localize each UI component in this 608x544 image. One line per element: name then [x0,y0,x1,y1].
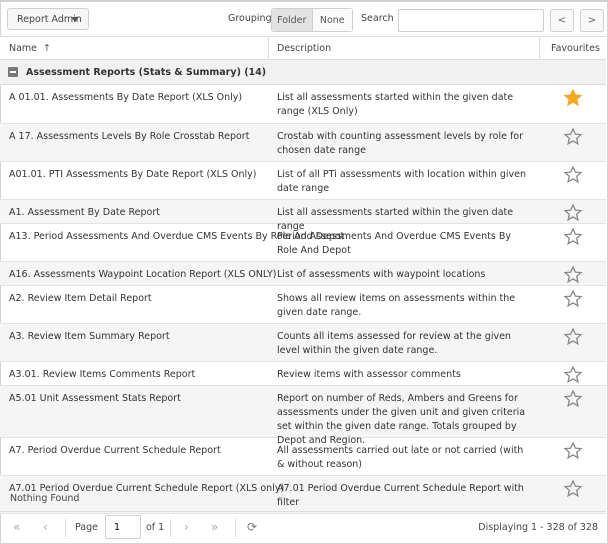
nothing-found-text: Nothing Found [10,493,80,504]
displaying-count: Displaying 1 - 328 of 328 [478,522,598,533]
chevron-down-icon [71,17,79,22]
refresh-icon[interactable]: ⟳ [247,520,258,534]
favourite-star-icon[interactable] [563,327,583,347]
pager-divider [235,519,236,537]
report-admin-label: Report Admin [17,13,82,25]
column-header-favourites[interactable] [551,37,601,59]
column-resize-handle[interactable] [539,37,540,59]
column-name-label: Name [9,42,38,54]
table-row[interactable] [0,85,606,124]
favourite-star-icon[interactable] [563,389,583,409]
first-page-icon[interactable]: « [13,520,21,534]
column-description-label: Description [277,42,332,54]
table-row[interactable] [0,386,606,446]
collapse-icon[interactable] [8,67,18,77]
search-label: Search [361,13,394,24]
table-row[interactable] [0,438,606,476]
favourite-star-icon[interactable] [563,88,583,108]
report-description: All assessments carried out late or not carried (with & without reason) [277,445,524,470]
report-name[interactable]: A 17. Assessments Levels By Role Crosstab Report [9,131,250,142]
page-number-input[interactable] [105,515,141,539]
table-row[interactable] [0,262,606,286]
report-name[interactable]: A3.01. Review Items Comments Report [9,369,196,380]
search-prev-button[interactable]: < [550,9,574,32]
last-page-icon[interactable]: » [211,520,219,534]
table-header [0,36,606,60]
grouping-none-button[interactable]: None [313,9,353,31]
favourite-star-icon[interactable] [563,289,583,309]
column-header-description[interactable] [277,37,532,59]
column-header-name[interactable] [9,37,267,59]
report-name[interactable]: A13. Period Assessments And Overdue CMS Events By Role And Depot [9,231,345,242]
search-next-button[interactable]: > [580,9,604,32]
report-description: Report on number of Reds, Ambers and Greens for assessments under the given unit and given criteria set within the given date range. Totals grouped by Depot and Region. [277,393,526,446]
report-admin-menu-button[interactable] [7,8,89,30]
favourite-star-icon[interactable] [563,265,583,285]
report-name[interactable]: A2. Review Item Detail Report [9,293,152,304]
table-row[interactable] [0,324,606,362]
table-row[interactable] [0,200,606,232]
table-row[interactable] [0,224,606,262]
next-page-icon[interactable]: › [184,520,189,534]
favourite-star-icon[interactable] [563,227,583,247]
report-description: List of assessments with waypoint locations [277,269,486,280]
favourite-star-icon[interactable] [563,127,583,147]
report-name[interactable]: A1. Assessment By Date Report [9,207,160,218]
report-description: Counts all items assessed for review at the given level within the given date range. [277,331,511,356]
table-row[interactable] [0,362,606,386]
favourite-star-icon[interactable] [563,203,583,223]
sort-asc-icon: ↑ [43,42,51,54]
report-name[interactable]: A5.01 Unit Assessment Stats Report [9,393,181,404]
report-name[interactable]: A 01.01. Assessments By Date Report (XLS Only) [9,92,243,103]
grouping-folder-button[interactable]: Folder [272,9,313,31]
pager-divider [65,519,66,537]
group-row[interactable] [0,60,606,85]
report-description: List all assessments started within the given date range [277,207,514,232]
page-of-label: of 1 [146,522,165,533]
grouping-toggle [271,8,353,32]
grouping-label: Grouping [228,13,272,24]
report-name[interactable]: A3. Review Item Summary Report [9,331,170,342]
prev-page-icon[interactable]: ‹ [43,520,48,534]
report-description: List all assessments started within the given date range (XLS Only) [277,92,514,117]
report-description: Crostab with counting assessment levels by role for chosen date range [277,131,524,156]
favourite-star-icon[interactable] [563,365,583,385]
group-label: Assessment Reports (Stats & Summary) (14) [26,66,267,78]
report-description: List of all PTi assessments with location within given date range [277,169,526,194]
report-name[interactable]: A7.01 Period Overdue Current Schedule Report (XLS only) [9,483,285,494]
report-name[interactable]: A7. Period Overdue Current Schedule Report [9,445,221,456]
table-row[interactable] [0,124,606,162]
column-favourites-label: Favourites [551,42,600,54]
page-label: Page [75,522,98,533]
column-resize-handle[interactable] [268,37,269,59]
report-description: Review items with assessor comments [277,369,461,380]
favourite-star-icon[interactable] [563,165,583,185]
table-row[interactable] [0,476,606,514]
report-description: A7.01 Period Overdue Current Schedule Report with filter [277,483,524,508]
report-name[interactable]: A16. Assessments Waypoint Location Report (XLS ONLY) [9,269,277,280]
pagination-bar [0,511,606,541]
pager-divider [170,519,171,537]
favourite-star-icon[interactable] [563,441,583,461]
search-input[interactable] [398,9,544,32]
favourite-star-icon[interactable] [563,479,583,499]
report-description: Period Assessments And Overdue CMS Events By Role And Depot [277,231,511,256]
report-description: Shows all review items on assessments within the given date range. [277,293,516,318]
report-name[interactable]: A01.01. PTI Assessments By Date Report (XLS Only) [9,169,257,180]
table-row[interactable] [0,162,606,200]
toolbar [0,2,606,36]
table-row[interactable] [0,286,606,324]
